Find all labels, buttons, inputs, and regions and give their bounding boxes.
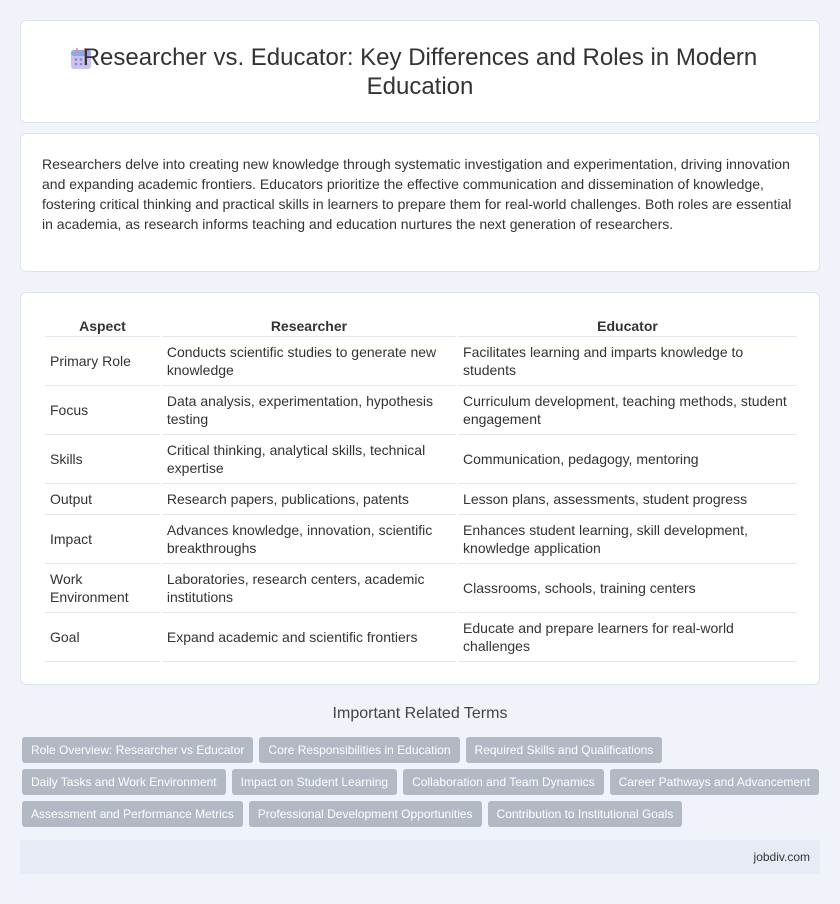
tag-row: [22, 769, 822, 795]
cell-educator: Educate and prepare learners for real-world challenges: [458, 613, 797, 662]
table-row: [45, 435, 797, 484]
intro-paragraph: Researchers delve into creating new knowledge through systematic investigation and experimentation, driving innovation and expanding academic frontiers. Educators prioritize the effective communication and dissemination of knowledge, fostering critical thinking and practical skills in learners to prepare them for real-world challenges. Both roles are essential in academia, as research informs teaching and education nurtures the next generation of researchers.: [42, 156, 792, 232]
cell-researcher: Data analysis, experimentation, hypothesis testing: [162, 386, 456, 435]
related-terms-heading: Important Related Terms: [332, 705, 508, 722]
cell-researcher: Critical thinking, analytical skills, technical expertise: [162, 435, 456, 484]
related-term-tag[interactable]: Core Responsibilities in Education: [259, 737, 459, 763]
footer-site-link[interactable]: jobdiv.com: [753, 850, 810, 864]
comparison-table-card: [20, 292, 820, 685]
table-row: [45, 613, 797, 662]
intro-card: [20, 133, 820, 272]
cell-educator: Lesson plans, assessments, student progress: [458, 484, 797, 515]
header-aspect: Aspect: [45, 315, 160, 337]
footer: [20, 840, 820, 874]
cell-aspect: Primary Role: [45, 337, 160, 386]
header-card: [20, 20, 820, 123]
related-term-tag[interactable]: Role Overview: Researcher vs Educator: [22, 737, 253, 763]
related-term-tag[interactable]: Contribution to Institutional Goals: [488, 801, 683, 827]
header-educator: Educator: [458, 315, 797, 337]
table-row: [45, 564, 797, 613]
cell-researcher: Conducts scientific studies to generate new knowledge: [162, 337, 456, 386]
cell-researcher: Advances knowledge, innovation, scientific breakthroughs: [162, 515, 456, 564]
cell-researcher: Expand academic and scientific frontiers: [162, 613, 456, 662]
cell-aspect: Goal: [45, 613, 160, 662]
related-term-tag[interactable]: Daily Tasks and Work Environment: [22, 769, 226, 795]
table-row: [45, 484, 797, 515]
cell-aspect: Output: [45, 484, 160, 515]
comparison-table: [43, 315, 799, 662]
header-researcher: Researcher: [162, 315, 456, 337]
cell-aspect: Work Environment: [45, 564, 160, 613]
table-row: [45, 515, 797, 564]
page-title: Researcher vs. Educator: Key Differences and Roles in Modern Education: [82, 44, 758, 100]
cell-aspect: Skills: [45, 435, 160, 484]
related-term-tag[interactable]: Professional Development Opportunities: [249, 801, 482, 827]
table-row: [45, 337, 797, 386]
cell-researcher: Research papers, publications, patents: [162, 484, 456, 515]
related-term-tag[interactable]: Required Skills and Qualifications: [466, 737, 663, 763]
cell-educator: Curriculum development, teaching methods, student engagement: [458, 386, 797, 435]
related-terms-tags: [22, 737, 822, 833]
cell-researcher: Laboratories, research centers, academic institutions: [162, 564, 456, 613]
cell-educator: Classrooms, schools, training centers: [458, 564, 797, 613]
cell-educator: Communication, pedagogy, mentoring: [458, 435, 797, 484]
tag-row: [22, 737, 822, 763]
table-header-row: [45, 315, 797, 337]
tag-row: [22, 801, 822, 827]
related-term-tag[interactable]: Career Pathways and Advancement: [610, 769, 819, 795]
related-term-tag[interactable]: Assessment and Performance Metrics: [22, 801, 243, 827]
cell-aspect: Focus: [45, 386, 160, 435]
cell-aspect: Impact: [45, 515, 160, 564]
related-term-tag[interactable]: Collaboration and Team Dynamics: [403, 769, 604, 795]
table-row: [45, 386, 797, 435]
cell-educator: Facilitates learning and imparts knowledge to students: [458, 337, 797, 386]
related-term-tag[interactable]: Impact on Student Learning: [232, 769, 397, 795]
cell-educator: Enhances student learning, skill development, knowledge application: [458, 515, 797, 564]
